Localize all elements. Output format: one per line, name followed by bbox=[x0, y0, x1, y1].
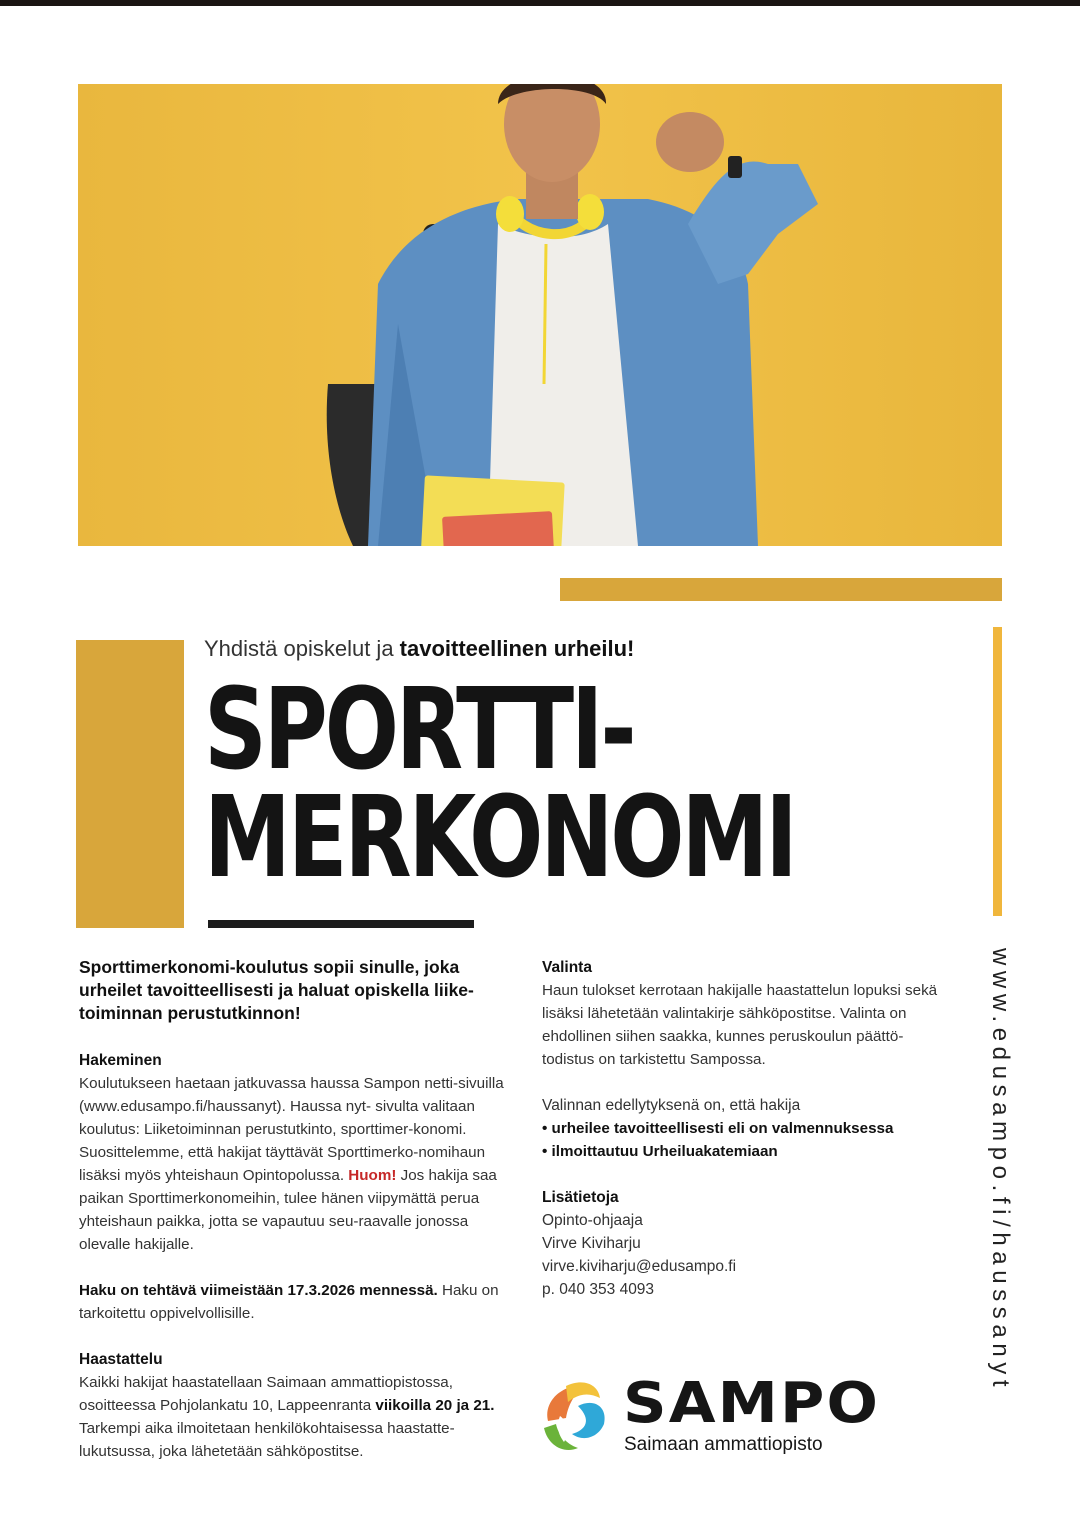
heading-hakeminen: Hakeminen bbox=[79, 1052, 162, 1069]
sampo-logo-icon bbox=[538, 1376, 618, 1456]
decorative-gold-block bbox=[76, 640, 184, 928]
contact-phone[interactable]: p. 040 353 4093 bbox=[542, 1281, 655, 1298]
sampo-logo bbox=[538, 1371, 881, 1462]
left-column bbox=[79, 956, 509, 1486]
haastattelu-text: Kaikki hakijat haastatellaan Saimaan ammattiopistossa, osoitteessa Pohjolankatu 10, Lappeenranta viikoilla 20 ja 21. Tarkempi aika ilmoitetaan henkilökohtaisessa haastatte-lukutsussa, joka lähetetään sähköpostitse. bbox=[79, 1374, 495, 1460]
valinta-text: Haun tulokset kerrotaan hakijalle haastattelun lopuksi sekä lisäksi lähetetään valintakirje sähköpostitse. Valinta on ehdollinen siihen saakka, kunnes peruskoulun päättö-todistus on tarkistettu Sampossa. bbox=[542, 982, 938, 1068]
contact-email[interactable]: virve.kiviharju@edusampo.fi bbox=[542, 1258, 737, 1275]
contact-name: Virve Kiviharju bbox=[542, 1235, 641, 1252]
hakeminen-text: Koulutukseen haetaan jatkuvassa haussa Sampon netti-sivuilla (www.edusampo.fi/haussanyt). Haussa nyt- sivulta valitaan koulutus: Liiketoiminnan perustutkinto, sporttimer-konomi. Suosittelemme, että hakijat täyttävät Sporttimerko-nomihaun lisäksi myös yhteishaun Opintopolussa. Huom! Jos hakija saa paikan Sporttimerkonomeihin, tulee hänen viipymättä perua yhteishaun paikka, jotta se vapautuu seu-raavalle jonossa olevalle hakijalle. bbox=[79, 1075, 504, 1253]
bullet-item: • ilmoittautuu Urheiluakatemiaan bbox=[542, 1143, 778, 1160]
tagline: Yhdistä opiskelut ja tavoitteellinen urheilu! bbox=[204, 636, 635, 661]
logo-subtitle: Saimaan ammattiopisto bbox=[624, 1434, 823, 1455]
huom-label: Huom! bbox=[348, 1167, 397, 1184]
logo-wordmark: SAMPO bbox=[623, 1371, 881, 1436]
heading-haastattelu: Haastattelu bbox=[79, 1351, 163, 1368]
hero-photo bbox=[78, 84, 1002, 546]
right-column bbox=[542, 956, 952, 1301]
edellytys-intro: Valinnan edellytyksenä on, että hakija bbox=[542, 1097, 801, 1114]
page-title bbox=[204, 665, 795, 903]
bullet-item: • urheilee tavoitteellisesti eli on valmennuksessa bbox=[542, 1120, 894, 1137]
deadline-text: Haku on tehtävä viimeistään 17.3.2026 mennessä. Haku on tarkoitettu oppivelvollisille. bbox=[79, 1282, 499, 1322]
hero-illustration bbox=[78, 84, 1002, 546]
heading-lisatietoja: Lisätietoja bbox=[542, 1189, 619, 1206]
title-underline bbox=[208, 920, 474, 928]
decorative-gold-bar bbox=[560, 578, 1002, 601]
lead-paragraph: Sporttimerkonomi-koulutus sopii sinulle, joka urheilet tavoitteellisesti ja haluat opiskella liike-toiminnan perustutkinnon! bbox=[79, 957, 474, 1023]
title-line-1: SPORTTI- bbox=[204, 665, 634, 795]
side-url[interactable]: www.edusampo.fi/haussanyt bbox=[987, 948, 1014, 1393]
top-border bbox=[0, 0, 1080, 6]
decorative-vertical-line bbox=[993, 627, 1002, 916]
title-line-2: MERKONOMI bbox=[204, 773, 795, 903]
contact-role: Opinto-ohjaaja bbox=[542, 1212, 643, 1229]
heading-valinta: Valinta bbox=[542, 959, 592, 976]
